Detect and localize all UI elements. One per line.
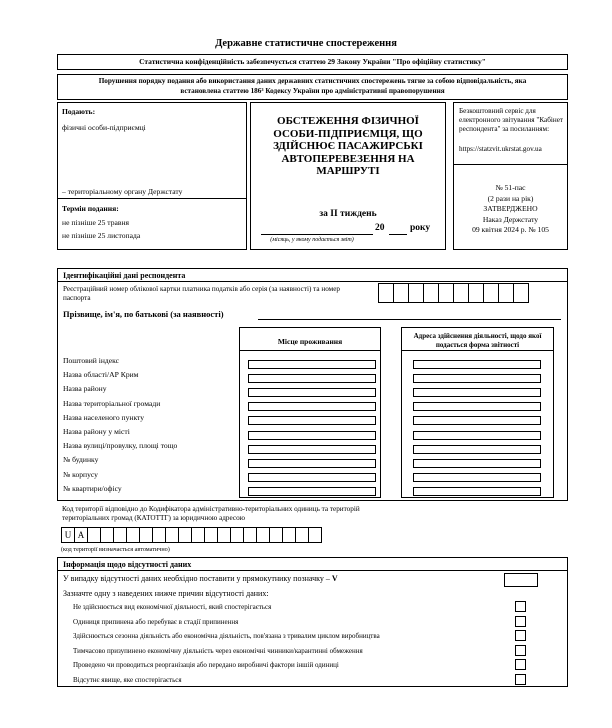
deadline-label: Термін подання:	[62, 204, 119, 213]
residence-field[interactable]	[248, 388, 376, 397]
residence-header: Місце проживання	[277, 337, 343, 346]
survey-title-box	[250, 102, 446, 250]
reason-item: Проведено чи проводиться реорганізація або передано виробничі фактори іншій одиниці	[73, 661, 339, 670]
service-text: Безкоштовний сервіс для електронного звітування "Кабінет респондента" за посиланням:	[459, 107, 564, 133]
deadline-box	[57, 199, 247, 250]
month-note: (місяць, у якому подається звіт)	[270, 237, 354, 243]
heading-divider	[58, 281, 567, 282]
residence-column	[239, 327, 381, 498]
divider	[454, 164, 567, 165]
reason-checkbox[interactable]	[515, 645, 526, 656]
katottg-label: Код території відповідно до Кодифікатора адміністративно-територіальних одиниць та територій територіальних громад (КАТОТТГ) за юридичною адресою	[62, 505, 360, 522]
reason-checkbox[interactable]	[515, 674, 526, 685]
katottg-cell[interactable]	[217, 527, 231, 543]
absence-section	[57, 557, 568, 687]
form-frequency: (2 рази на рік)	[487, 193, 534, 203]
tax-id-cell[interactable]	[423, 283, 439, 303]
reason-checkbox[interactable]	[515, 630, 526, 641]
tax-id-cell[interactable]	[393, 283, 409, 303]
year-suffix: року	[410, 223, 431, 233]
address-row-label: Назва територіальної громади	[63, 398, 161, 408]
submitters-label: Подають:	[62, 107, 96, 116]
service-link[interactable]: https://statzvit.ukrstat.gov.ua	[459, 145, 542, 153]
katottg-cell[interactable]	[230, 527, 244, 543]
approved-label: ЗАТВЕРДЖЕНО	[483, 204, 538, 213]
reason-item: Не здійснюється вид економічної діяльності, який спостерігається	[73, 603, 272, 611]
reason-item: Тимчасово призупинено економічну діяльність через економічні чинники/карантинні обмеження	[73, 646, 363, 655]
absence-checkbox[interactable]	[504, 573, 538, 587]
activity-field[interactable]	[413, 360, 541, 369]
residence-field[interactable]	[248, 431, 376, 440]
activity-field[interactable]	[413, 374, 541, 383]
reason-checkbox[interactable]	[515, 659, 526, 670]
address-row-label: Назва населеного пункту	[63, 412, 145, 422]
survey-title: ОБСТЕЖЕННЯ ФІЗИЧНОЇ ОСОБИ-ПІДПРИЄМЦЯ, ЩО ЗДІЙСНЮЄ ПАСАЖИРСЬКІ АВТОПЕРЕВЕЗЕННЯ НА МАРШРУТІ	[273, 115, 423, 177]
katottg-cell[interactable]	[269, 527, 283, 543]
order-label: Наказ Держстату	[482, 214, 539, 224]
residence-field[interactable]	[248, 374, 376, 383]
activity-column	[401, 327, 554, 498]
absence-heading: Інформація щодо відсутності даних	[63, 560, 192, 569]
activity-field[interactable]	[413, 473, 541, 482]
residence-field[interactable]	[248, 402, 376, 411]
submitters-box	[57, 102, 247, 199]
page-title: Державне статистичне спостереження	[215, 38, 397, 49]
absence-mark: V	[331, 574, 338, 583]
identification-section	[57, 268, 568, 501]
address-row-label: Назва вулиці/провулку, площі тощо	[63, 441, 178, 451]
activity-divider	[402, 350, 553, 351]
katottg-prefix-u: U	[61, 527, 75, 543]
address-row-label: № корпусу	[63, 469, 98, 479]
activity-field[interactable]	[413, 445, 541, 454]
reason-item: Відсутнє явище, яке спостерігається	[73, 675, 182, 684]
violation-text: Порушення порядку подання або використання даних державних статистичних спостережень тягне за собою відповідальність, яка встановлена статтею 186³ Кодексу України про адміністративні правопорушення	[98, 77, 527, 95]
violation-box	[57, 74, 568, 100]
confidentiality-box	[57, 54, 568, 70]
katottg-cell[interactable]	[282, 527, 296, 543]
tax-id-cell[interactable]	[513, 283, 529, 303]
katottg-cell[interactable]	[87, 527, 101, 543]
katottg-cell[interactable]	[139, 527, 153, 543]
deadline-1: не пізніше 25 травня	[62, 218, 130, 227]
address-row-label: Назва району	[63, 384, 107, 394]
address-labels	[63, 356, 177, 498]
residence-divider	[240, 350, 380, 351]
name-label: Прізвище, ім'я, по батькові (за наявності)	[63, 309, 224, 319]
activity-field[interactable]	[413, 402, 541, 411]
katottg-cell[interactable]	[243, 527, 257, 543]
activity-field[interactable]	[413, 487, 541, 496]
reasons-list	[73, 603, 380, 691]
name-line[interactable]	[258, 319, 561, 320]
residence-field[interactable]	[248, 416, 376, 425]
reason-item: Здійснюється сезонна діяльність або економічна діяльність, пов'язана з тривалим циклом виробництва	[73, 632, 380, 641]
tax-id-cell[interactable]	[438, 283, 454, 303]
katottg-cell[interactable]	[295, 527, 309, 543]
submitters-value: фізичні особи-підприємці	[62, 123, 146, 132]
form-info-box	[453, 102, 568, 250]
activity-header: Адреса здійснення діяльності, щодо якої подається форма звітності	[413, 332, 542, 349]
address-row-label: Поштовий індекс	[63, 356, 120, 365]
year-prefix: 20	[375, 223, 385, 233]
month-line[interactable]	[261, 234, 373, 235]
katottg-cell[interactable]	[178, 527, 192, 543]
residence-field[interactable]	[248, 473, 376, 482]
katottg-cell[interactable]	[191, 527, 205, 543]
recipient-text: – територіальному органу Держстату	[62, 187, 183, 196]
report-period: за II тиждень	[319, 209, 377, 219]
tax-id-cell[interactable]	[498, 283, 514, 303]
form-number: № 51-пас	[495, 183, 526, 192]
katottg-cell[interactable]	[113, 527, 127, 543]
reason-checkbox[interactable]	[515, 616, 526, 627]
katottg-cell[interactable]	[256, 527, 270, 543]
address-row-label: № будинку	[63, 455, 99, 465]
absence-instruction: У випадку відсутності даних необхідно поставити у прямокутнику позначку –	[63, 574, 330, 583]
katottg-prefix-a: A	[74, 527, 88, 543]
address-row-label: Назва області/АР Крим	[63, 370, 139, 380]
year-line[interactable]	[389, 234, 407, 235]
absence-divider	[58, 570, 567, 571]
katottg-cell[interactable]	[204, 527, 218, 543]
reason-checkbox[interactable]	[515, 601, 526, 612]
katottg-cell[interactable]	[100, 527, 114, 543]
residence-field[interactable]	[248, 487, 376, 496]
deadline-2: не пізніше 25 листопада	[62, 231, 141, 240]
tax-id-label: Реєстраційний номер облікової картки платника податків або серія (за наявності) та номер паспорта	[63, 285, 340, 302]
confidentiality-text: Статистична конфіденційність забезпечується статтею 29 Закону України "Про офіційну статистику"	[139, 57, 486, 66]
katottg-cell[interactable]	[308, 527, 322, 543]
activity-field[interactable]	[413, 431, 541, 440]
reason-item: Одиниця припинена або перебуває в стадії припинення	[73, 617, 239, 626]
katottg-cell[interactable]	[165, 527, 179, 543]
order-date: 09 квітня 2024 р. № 105	[472, 225, 549, 234]
address-row-label: Назва району у місті	[63, 426, 130, 436]
tax-id-cell[interactable]	[453, 283, 469, 303]
tax-id-cell[interactable]	[408, 283, 424, 303]
activity-field[interactable]	[413, 459, 541, 468]
tax-id-cell[interactable]	[468, 283, 484, 303]
form-number-block	[454, 183, 567, 236]
address-row-label: № квартири/офісу	[63, 483, 122, 493]
activity-field[interactable]	[413, 416, 541, 425]
katottg-cell[interactable]	[152, 527, 166, 543]
activity-field[interactable]	[413, 388, 541, 397]
identification-heading: Ідентифікаційні дані респондента	[63, 271, 186, 280]
residence-field[interactable]	[248, 360, 376, 369]
tax-id-cell[interactable]	[378, 283, 394, 303]
tax-id-cell[interactable]	[483, 283, 499, 303]
absence-instruction-line	[63, 574, 338, 583]
absence-choose: Зазначте одну з наведених нижче причин відсутності даних:	[63, 589, 269, 598]
katottg-note: (код території визначається автоматично)	[61, 546, 170, 553]
katottg-cell[interactable]	[126, 527, 140, 543]
residence-field[interactable]	[248, 445, 376, 454]
residence-field[interactable]	[248, 459, 376, 468]
